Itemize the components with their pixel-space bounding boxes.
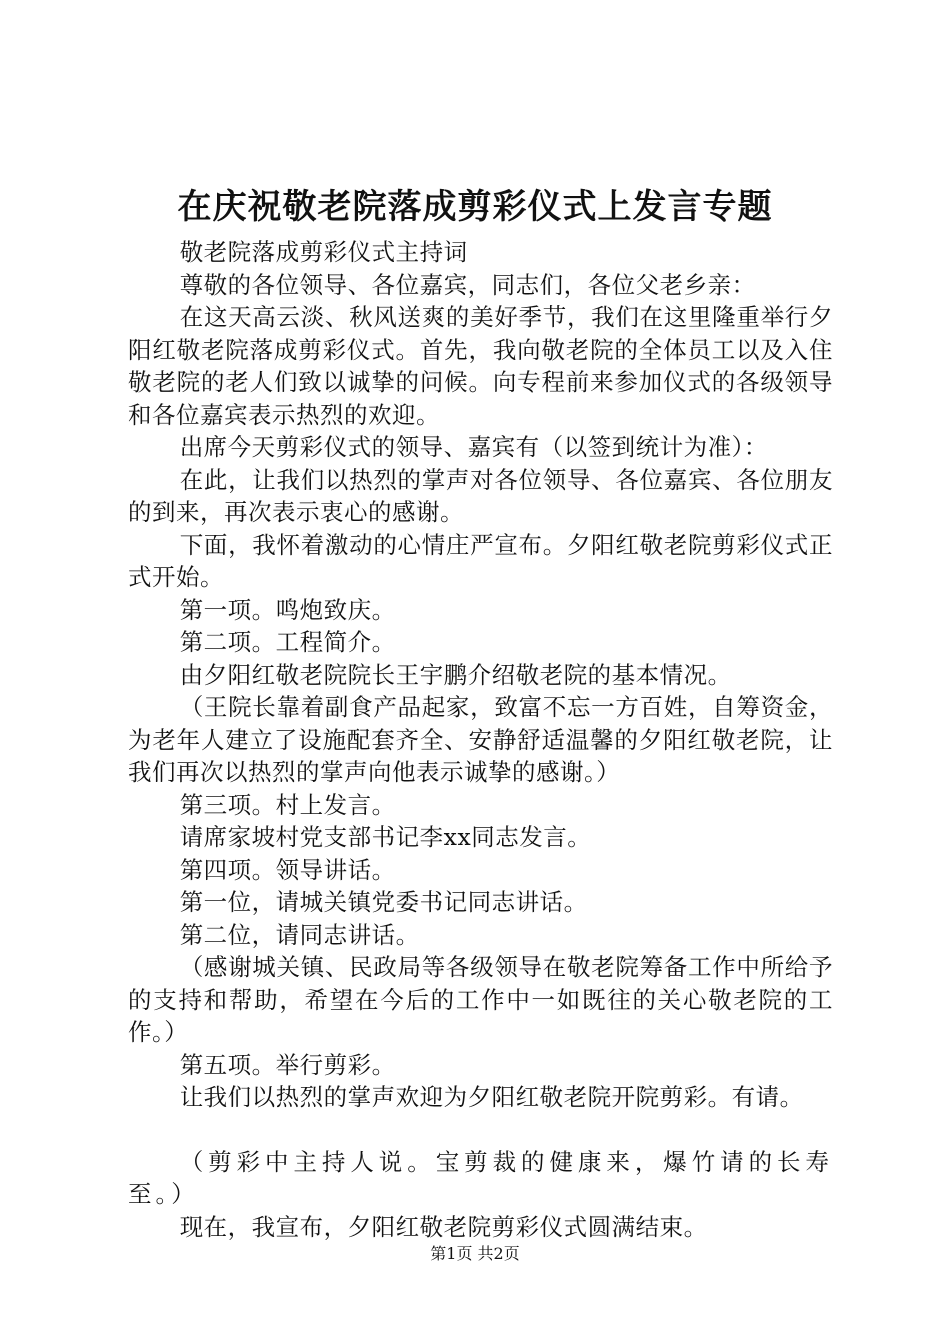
paragraph: 敬老院落成剪彩仪式主持词 xyxy=(179,238,468,266)
page-number-footer: 第1页 共2页 xyxy=(430,1244,520,1263)
paragraph: （感谢城关镇、民政局等各级领导在敬老院筹备工作中所给予的支持和帮助，希望在今后的工作中一如既往的关心敬老院的工作。） xyxy=(128,953,833,1046)
paragraph: 第二项。工程简介。 xyxy=(179,628,396,656)
paragraph: 让我们以热烈的掌声欢迎为夕阳红敬老院开院剪彩。有请。 xyxy=(179,1083,804,1111)
paragraph: 第二位，请同志讲话。 xyxy=(179,920,420,949)
paragraph: 下面，我怀着激动的心情庄严宣布。夕阳红敬老院剪彩仪式正式开始。 xyxy=(128,530,833,591)
document-title: 在庆祝敬老院落成剪彩仪式上发言专题 xyxy=(177,187,773,227)
paragraph: 第一位，请城关镇党委书记同志讲话。 xyxy=(179,888,588,916)
document-body xyxy=(128,236,833,1243)
paragraph: （剪彩中主持人说。宝剪裁的健康来，爆竹请的长寿至。） xyxy=(128,1147,833,1208)
paragraph: 第一项。鸣炮致庆。 xyxy=(179,595,396,624)
paragraph: 出席今天剪彩仪式的领导、嘉宾有（以签到统计为准）： xyxy=(179,433,768,461)
paragraph: 请席家坡村党支部书记李xx同志发言。 xyxy=(179,823,592,851)
paragraph: 第三项。村上发言。 xyxy=(179,790,396,819)
paragraph: （王院长靠着副食产品起家，致富不忘一方百姓，自筹资金，为老年人建立了设施配套齐全、安静舒适温馨的夕阳红敬老院，让我们再次以热烈的掌声向他表示诚挚的感谢。） xyxy=(128,693,833,786)
paragraph: 在这天高云淡、秋风送爽的美好季节，我们在这里隆重举行夕阳红敬老院落成剪彩仪式。首先，我向敬老院的全体员工以及入住敬老院的老人们致以诚挚的问候。向专程前来参加仪式的各级领导和各位嘉宾表示热烈的欢迎。 xyxy=(128,303,833,429)
paragraph: 现在，我宣布，夕阳红敬老院剪彩仪式圆满结束。 xyxy=(179,1212,708,1241)
paragraph: 由夕阳红敬老院院长王宇鹏介绍敬老院的基本情况。 xyxy=(179,660,732,689)
paragraph: 在此，让我们以热烈的掌声对各位领导、各位嘉宾、各位朋友的到来，再次表示衷心的感谢。 xyxy=(128,465,833,526)
paragraph: 第五项。举行剪彩。 xyxy=(179,1050,396,1079)
paragraph: 尊敬的各位领导、各位嘉宾，同志们，各位父老乡亲： xyxy=(179,270,756,299)
paragraph: 第四项。领导讲话。 xyxy=(179,855,396,884)
